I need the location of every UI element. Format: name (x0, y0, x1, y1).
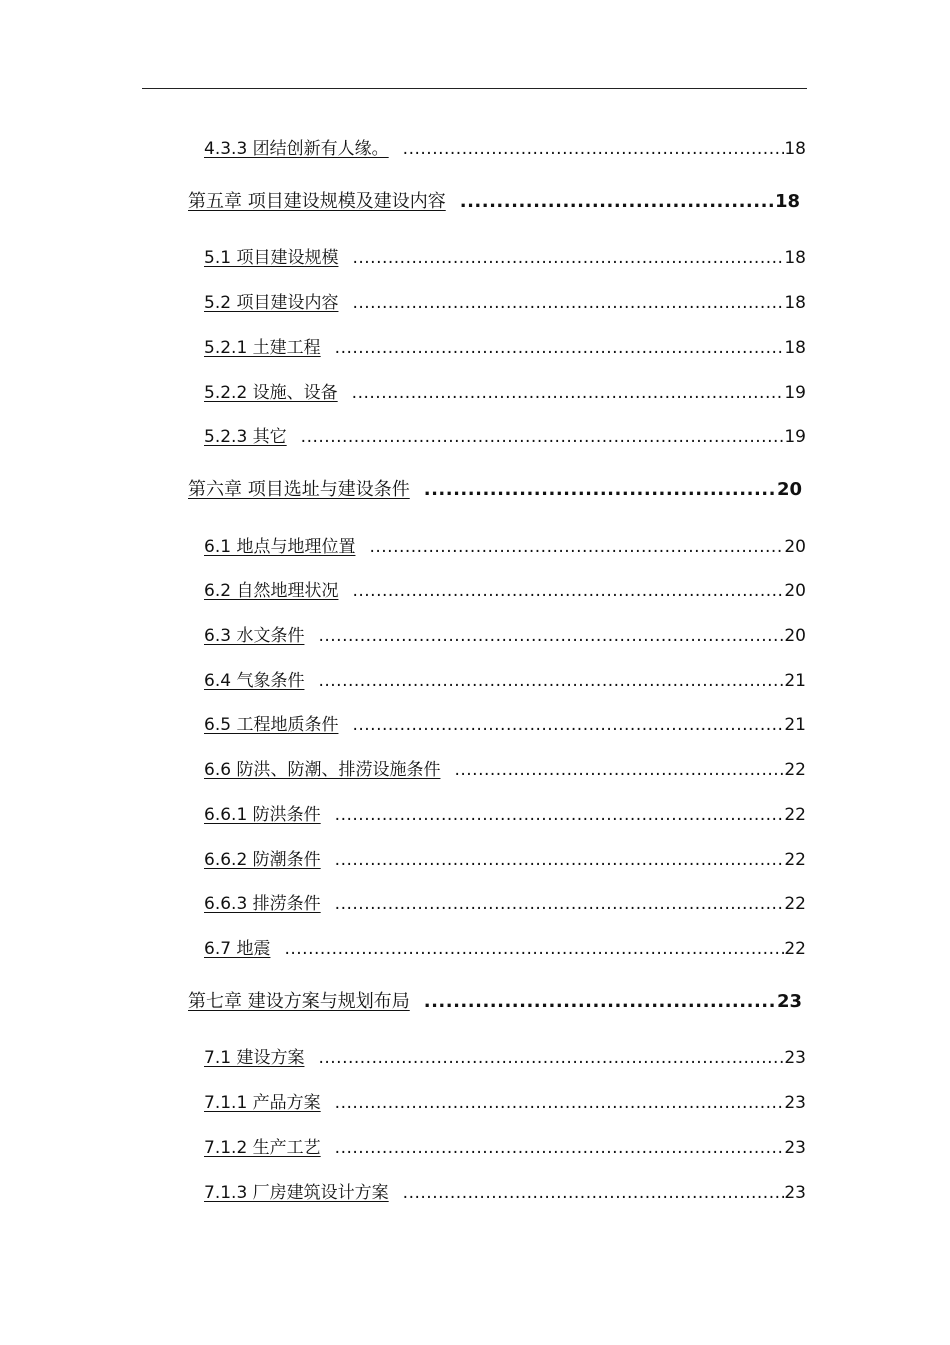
toc-entry-page: 23 (784, 1183, 806, 1203)
dot-leader (352, 581, 784, 601)
toc-entry-page: 19 (784, 427, 806, 447)
toc-entry[interactable] (204, 1088, 806, 1113)
toc-entry-page: 21 (784, 715, 806, 735)
toc-entry-page: 23 (784, 1138, 806, 1158)
toc-entry-label: 5.2.2 设施、设备 (204, 383, 338, 403)
toc-entry-label: 第七章 建设方案与规划布局 (188, 991, 410, 1012)
toc-entry-page: 22 (784, 894, 806, 914)
toc-entry-label: 6.6.3 排涝条件 (204, 894, 321, 914)
dot-leader (352, 293, 784, 313)
toc-entry[interactable] (204, 755, 806, 780)
toc-entry-page: 21 (784, 671, 806, 691)
toc-entry-page: 20 (784, 537, 806, 557)
toc-entry-page: 18 (784, 293, 806, 313)
toc-entry-page: 20 (784, 626, 806, 646)
dot-leader (352, 715, 784, 735)
toc-entry-label: 7.1.1 产品方案 (204, 1093, 321, 1113)
toc-entry[interactable] (204, 666, 806, 691)
toc-entry[interactable] (204, 1133, 806, 1158)
toc-entry[interactable] (204, 845, 806, 870)
toc-entry-label: 6.5 工程地质条件 (204, 715, 339, 735)
toc-entry-page: 18 (784, 139, 806, 159)
toc-entry-page: 18 (784, 338, 806, 358)
dot-leader (335, 1138, 785, 1158)
toc-entry-label: 第五章 项目建设规模及建设内容 (188, 191, 446, 212)
toc-entry-label: 6.6.1 防洪条件 (204, 805, 321, 825)
dot-leader (301, 427, 785, 447)
toc-entry-label: 5.2.3 其它 (204, 427, 287, 447)
toc-entry[interactable] (204, 934, 806, 959)
toc-entry-label: 6.1 地点与地理位置 (204, 537, 356, 557)
toc-entry-page: 23 (776, 991, 802, 1012)
toc-entry-label: 7.1.3 厂房建筑设计方案 (204, 1183, 389, 1203)
toc-chapter-entry[interactable] (188, 987, 802, 1013)
dot-leader (454, 760, 784, 780)
toc-entry-label: 第六章 项目选址与建设条件 (188, 479, 410, 500)
toc-entry[interactable] (204, 288, 806, 313)
dot-leader (352, 248, 784, 268)
toc-entry-page: 22 (784, 805, 806, 825)
dot-leader (335, 894, 785, 914)
toc-entry[interactable] (204, 889, 806, 914)
toc-entry-page: 20 (776, 479, 802, 500)
dot-leader (335, 1093, 785, 1113)
toc-entry-page: 18 (774, 191, 800, 212)
dot-leader (335, 805, 785, 825)
toc-entry-label: 6.3 水文条件 (204, 626, 305, 646)
toc-entry-page: 22 (784, 760, 806, 780)
toc-entry-page: 19 (784, 383, 806, 403)
toc-entry[interactable] (204, 1043, 806, 1068)
toc-entry[interactable] (204, 333, 806, 358)
toc-entry-label: 7.1 建设方案 (204, 1048, 305, 1068)
toc-entry-label: 7.1.2 生产工艺 (204, 1138, 321, 1158)
dot-leader (369, 537, 784, 557)
toc-entry-label: 6.6.2 防潮条件 (204, 850, 321, 870)
toc-entry-label: 5.2.1 土建工程 (204, 338, 321, 358)
toc-entry[interactable] (204, 621, 806, 646)
toc-entry-page: 22 (784, 939, 806, 959)
toc-entry-label: 6.6 防洪、防潮、排涝设施条件 (204, 760, 441, 780)
dot-leader (403, 139, 785, 159)
dot-leader (284, 939, 784, 959)
toc-entry-label: 6.4 气象条件 (204, 671, 305, 691)
toc-entry[interactable] (204, 243, 806, 268)
toc-entry-label: 5.1 项目建设规模 (204, 248, 339, 268)
toc-entry-page: 23 (784, 1093, 806, 1113)
toc-chapter-entry[interactable] (188, 187, 800, 213)
toc-entry-page: 22 (784, 850, 806, 870)
toc-chapter-entry[interactable] (188, 475, 802, 501)
toc-entry-label: 6.7 地震 (204, 939, 271, 959)
dot-leader (335, 850, 785, 870)
dot-leader (424, 991, 777, 1012)
toc-entry[interactable] (204, 134, 806, 159)
dot-leader (318, 626, 784, 646)
dot-leader (335, 338, 785, 358)
toc-entry[interactable] (204, 576, 806, 601)
toc-entry[interactable] (204, 532, 806, 557)
toc-entry[interactable] (204, 800, 806, 825)
dot-leader (460, 191, 775, 212)
dot-leader (424, 479, 777, 500)
toc-entry[interactable] (204, 710, 806, 735)
dot-leader (318, 1048, 784, 1068)
toc-entry[interactable] (204, 378, 806, 403)
toc-entry-page: 20 (784, 581, 806, 601)
toc-entry-label: 6.2 自然地理状况 (204, 581, 339, 601)
toc-entry[interactable] (204, 422, 806, 447)
toc-entry-page: 23 (784, 1048, 806, 1068)
toc-entry-label: 4.3.3 团结创新有人缘。 (204, 139, 389, 159)
dot-leader (352, 383, 785, 403)
toc-entry[interactable] (204, 1178, 806, 1203)
dot-leader (318, 671, 784, 691)
toc-entry-page: 18 (784, 248, 806, 268)
toc-entry-label: 5.2 项目建设内容 (204, 293, 339, 313)
dot-leader (403, 1183, 785, 1203)
